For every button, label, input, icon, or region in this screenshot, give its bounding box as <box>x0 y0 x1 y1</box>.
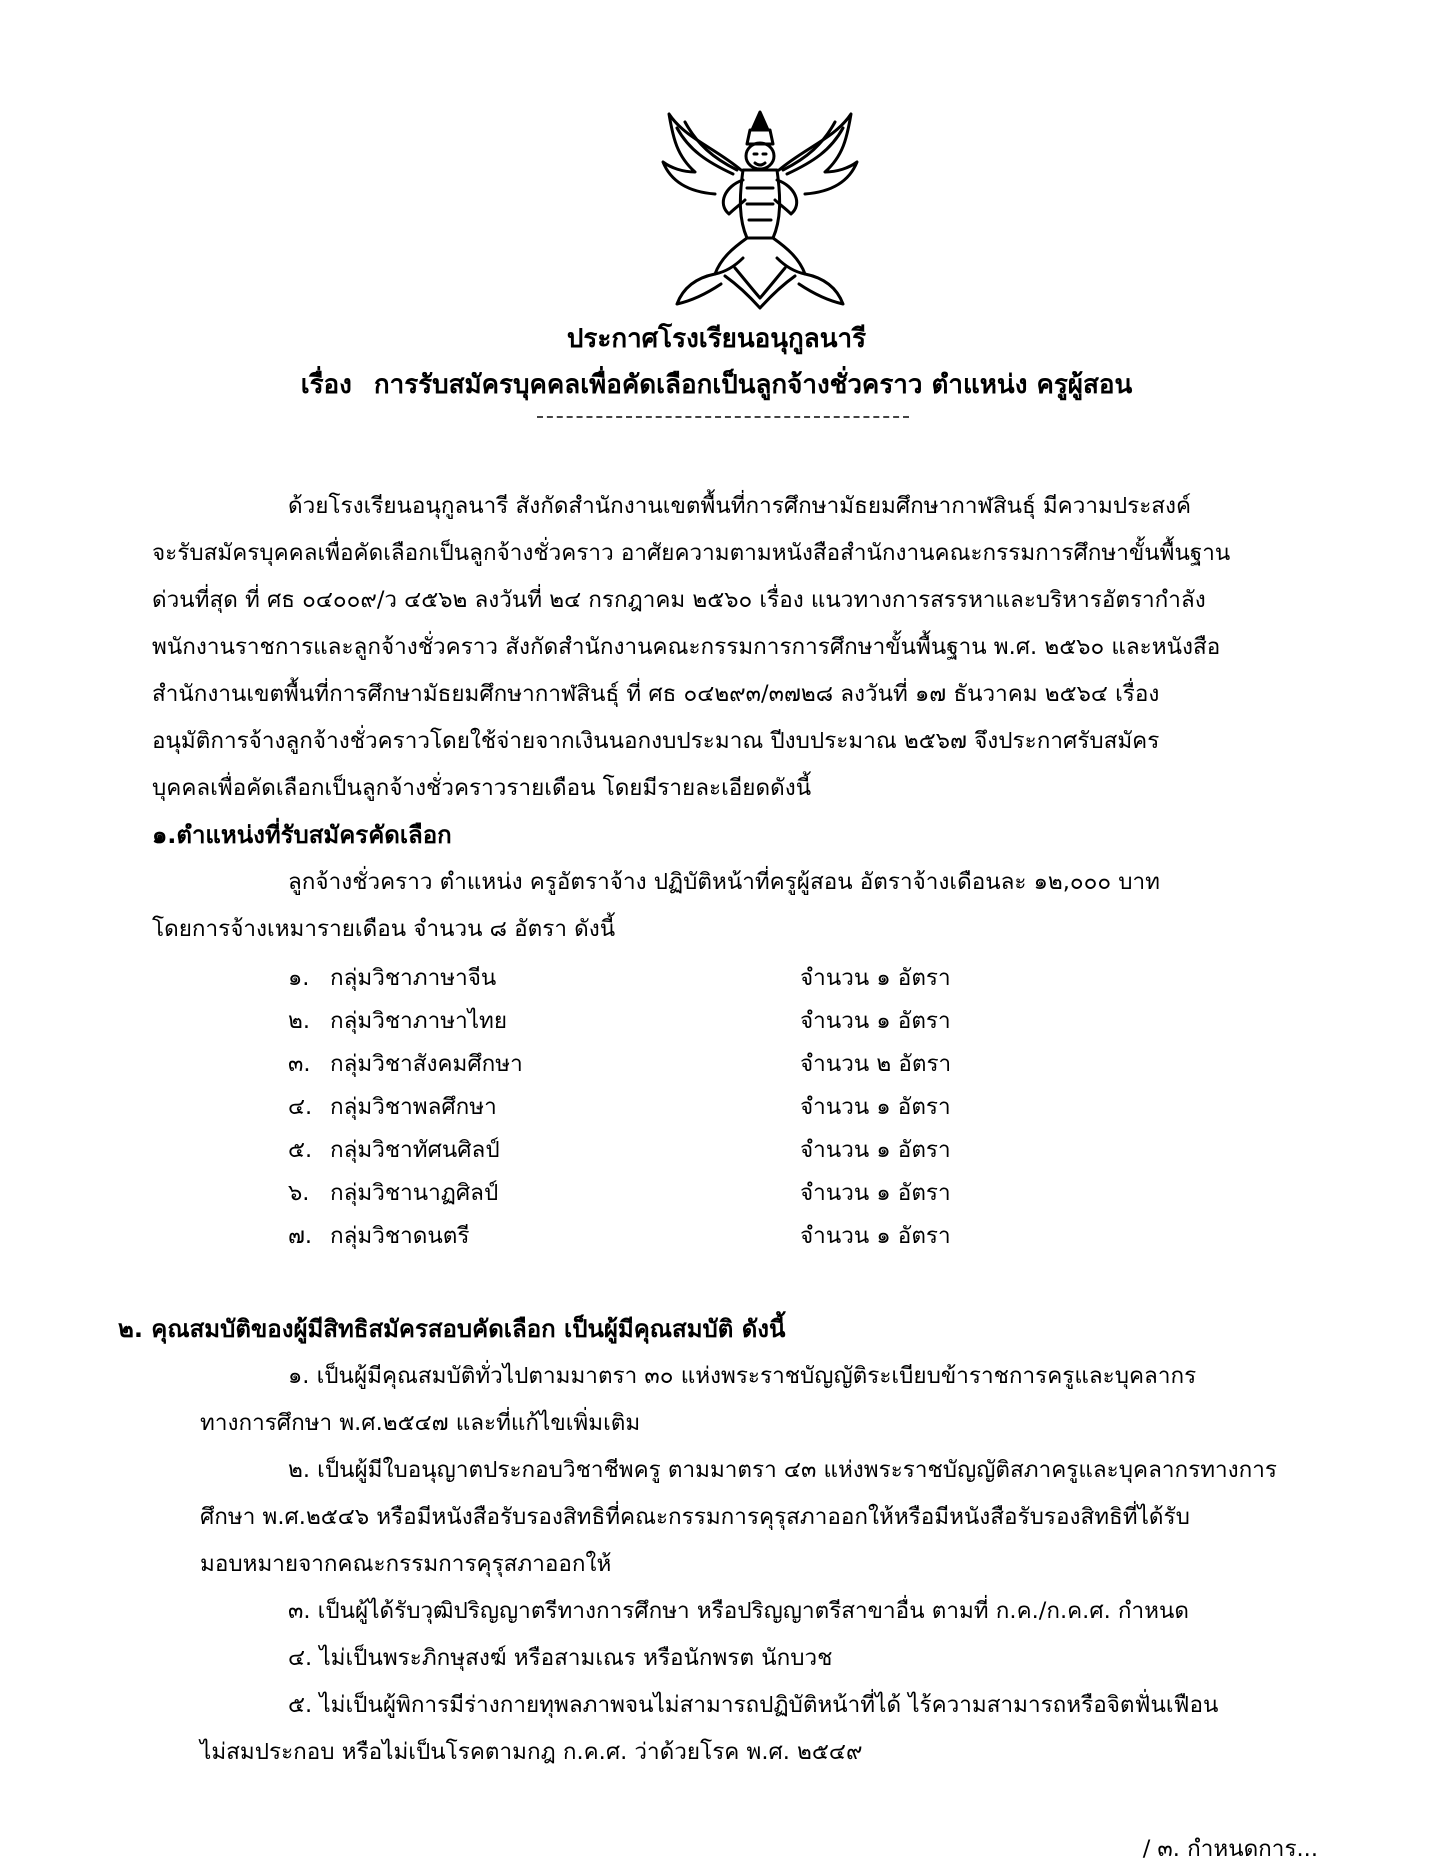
item-subject: กลุ่มวิชาสังคมศึกษา <box>330 1051 523 1077</box>
item-subject: กลุ่มวิชานาฏศิลป์ <box>330 1180 499 1206</box>
intro-line: ด้วยโรงเรียนอนุกูลนารี สังกัดสำนักงานเขตพื้นที่การศึกษามัธยมศึกษากาฬสินธุ์ มีความประสงค์ <box>288 493 1192 519</box>
intro-line: พนักงานราชการและลูกจ้างชั่วคราว สังกัดสำนักงานคณะกรรมการการศึกษาขั้นพื้นฐาน พ.ศ. ๒๕๖๐ และหนังสือ <box>152 634 1221 660</box>
section1-line: โดยการจ้างเหมารายเดือน จำนวน ๘ อัตรา ดังนี้ <box>152 916 616 942</box>
intro-line: ด่วนที่สุด ที่ ศธ ๐๔๐๐๙/ว ๔๕๖๒ ลงวันที่ ๒๔ กรกฎาคม ๒๕๖๐ เรื่อง แนวทางการสรรหาและบริหารอัตรากำลัง <box>152 587 1206 613</box>
item-number: ๓. <box>288 1051 311 1077</box>
intro-line: สำนักงานเขตพื้นที่การศึกษามัธยมศึกษากาฬสินธุ์ ที่ ศธ ๐๔๒๙๓/๓๗๒๘ ลงวันที่ ๑๗ ธันวาคม ๒๕๖๔ เรื่อง <box>152 681 1160 707</box>
item-subject: กลุ่มวิชาพลศึกษา <box>330 1094 497 1120</box>
item-number: ๕. <box>288 1137 313 1163</box>
intro-line: อนุมัติการจ้างลูกจ้างชั่วคราวโดยใช้จ่ายจากเงินนอกงบประมาณ ปีงบประมาณ ๒๕๖๗ จึงประกาศรับสมัคร <box>152 728 1160 754</box>
section2-line: ไม่สมประกอบ หรือไม่เป็นโรคตามกฎ ก.ค.ศ. ว่าด้วยโรค พ.ศ. ๒๕๔๙ <box>200 1739 863 1765</box>
item-number: ๒. <box>288 1008 310 1034</box>
item-quantity: จำนวน ๑ อัตรา <box>800 1094 951 1120</box>
item-subject: กลุ่มวิชาทัศนศิลป์ <box>330 1137 500 1163</box>
title-divider <box>537 416 909 418</box>
item-number: ๖. <box>288 1180 310 1206</box>
section2-line: มอบหมายจากคณะกรรมการคุรุสภาออกให้ <box>200 1551 612 1577</box>
item-number: ๑. <box>288 965 310 991</box>
section2-line: ๑. เป็นผู้มีคุณสมบัติทั่วไปตามมาตรา ๓๐ แห่งพระราชบัญญัติระเบียบข้าราชการครูและบุคลากร <box>288 1363 1197 1389</box>
item-number: ๔. <box>288 1094 313 1120</box>
intro-line: บุคคลเพื่อคัดเลือกเป็นลูกจ้างชั่วคราวรายเดือน โดยมีรายละเอียดดังนี้ <box>152 775 812 801</box>
section2-line: ๓. เป็นผู้ได้รับวุฒิปริญญาตรีทางการศึกษา หรือปริญญาตรีสาขาอื่น ตามที่ ก.ค./ก.ค.ศ. กำหนด <box>288 1598 1189 1624</box>
announcement-subject <box>0 364 1433 405</box>
section2-line: ๒. เป็นผู้มีใบอนุญาตประกอบวิชาชีพครู ตามมาตรา ๔๓ แห่งพระราชบัญญัติสภาครูและบุคลากรทางการ <box>288 1457 1277 1483</box>
section2-line: ทางการศึกษา พ.ศ.๒๕๔๗ และที่แก้ไขเพิ่มเติม <box>200 1410 641 1436</box>
continued-marker: / ๓. กำหนดการ... <box>1142 1836 1318 1862</box>
item-quantity: จำนวน ๒ อัตรา <box>800 1051 952 1077</box>
section2-line: ๕. ไม่เป็นผู้พิการมีร่างกายทุพลภาพจนไม่สามารถปฏิบัติหน้าที่ได้ ไร้ความสามารถหรือจิตฟั่นเฟือน <box>288 1692 1219 1718</box>
section2-heading: ๒. คุณสมบัติของผู้มีสิทธิสมัครสอบคัดเลือก เป็นผู้มีคุณสมบัติ ดังนี้ <box>118 1315 786 1343</box>
section1-heading: ๑.ตำแหน่งที่รับสมัครคัดเลือก <box>152 821 452 849</box>
subject-label: เรื่อง <box>300 370 352 400</box>
section2-line: ๔. ไม่เป็นพระภิกษุสงฆ์ หรือสามเณร หรือนักพรต นักบวช <box>288 1645 833 1671</box>
section1-line: ลูกจ้างชั่วคราว ตำแหน่ง ครูอัตราจ้าง ปฏิบัติหน้าที่ครูผู้สอน อัตราจ้างเดือนละ ๑๒,๐๐๐ บาท <box>288 869 1161 895</box>
garuda-emblem-icon <box>655 108 865 313</box>
item-quantity: จำนวน ๑ อัตรา <box>800 1223 951 1249</box>
item-quantity: จำนวน ๑ อัตรา <box>800 1137 951 1163</box>
item-subject: กลุ่มวิชาภาษาจีน <box>330 965 497 991</box>
item-subject: กลุ่มวิชาภาษาไทย <box>330 1008 508 1034</box>
item-number: ๗. <box>288 1223 313 1249</box>
item-quantity: จำนวน ๑ อัตรา <box>800 1008 951 1034</box>
item-quantity: จำนวน ๑ อัตรา <box>800 1180 951 1206</box>
item-subject: กลุ่มวิชาดนตรี <box>330 1223 470 1249</box>
intro-line: จะรับสมัครบุคคลเพื่อคัดเลือกเป็นลูกจ้างชั่วคราว อาศัยความตามหนังสือสำนักงานคณะกรรมการศึกษาขั้นพื้นฐาน <box>152 540 1231 566</box>
announcement-title: ประกาศโรงเรียนอนุกูลนารี <box>566 324 867 354</box>
section2-line: ศึกษา พ.ศ.๒๕๔๖ หรือมีหนังสือรับรองสิทธิที่คณะกรรมการคุรุสภาออกให้หรือมีหนังสือรับรองสิทธิที่ได้รับ <box>200 1504 1190 1530</box>
subject-text: การรับสมัครบุคคลเพื่อคัดเลือกเป็นลูกจ้างชั่วคราว ตำแหน่ง ครูผู้สอน <box>373 370 1133 400</box>
item-quantity: จำนวน ๑ อัตรา <box>800 965 951 991</box>
